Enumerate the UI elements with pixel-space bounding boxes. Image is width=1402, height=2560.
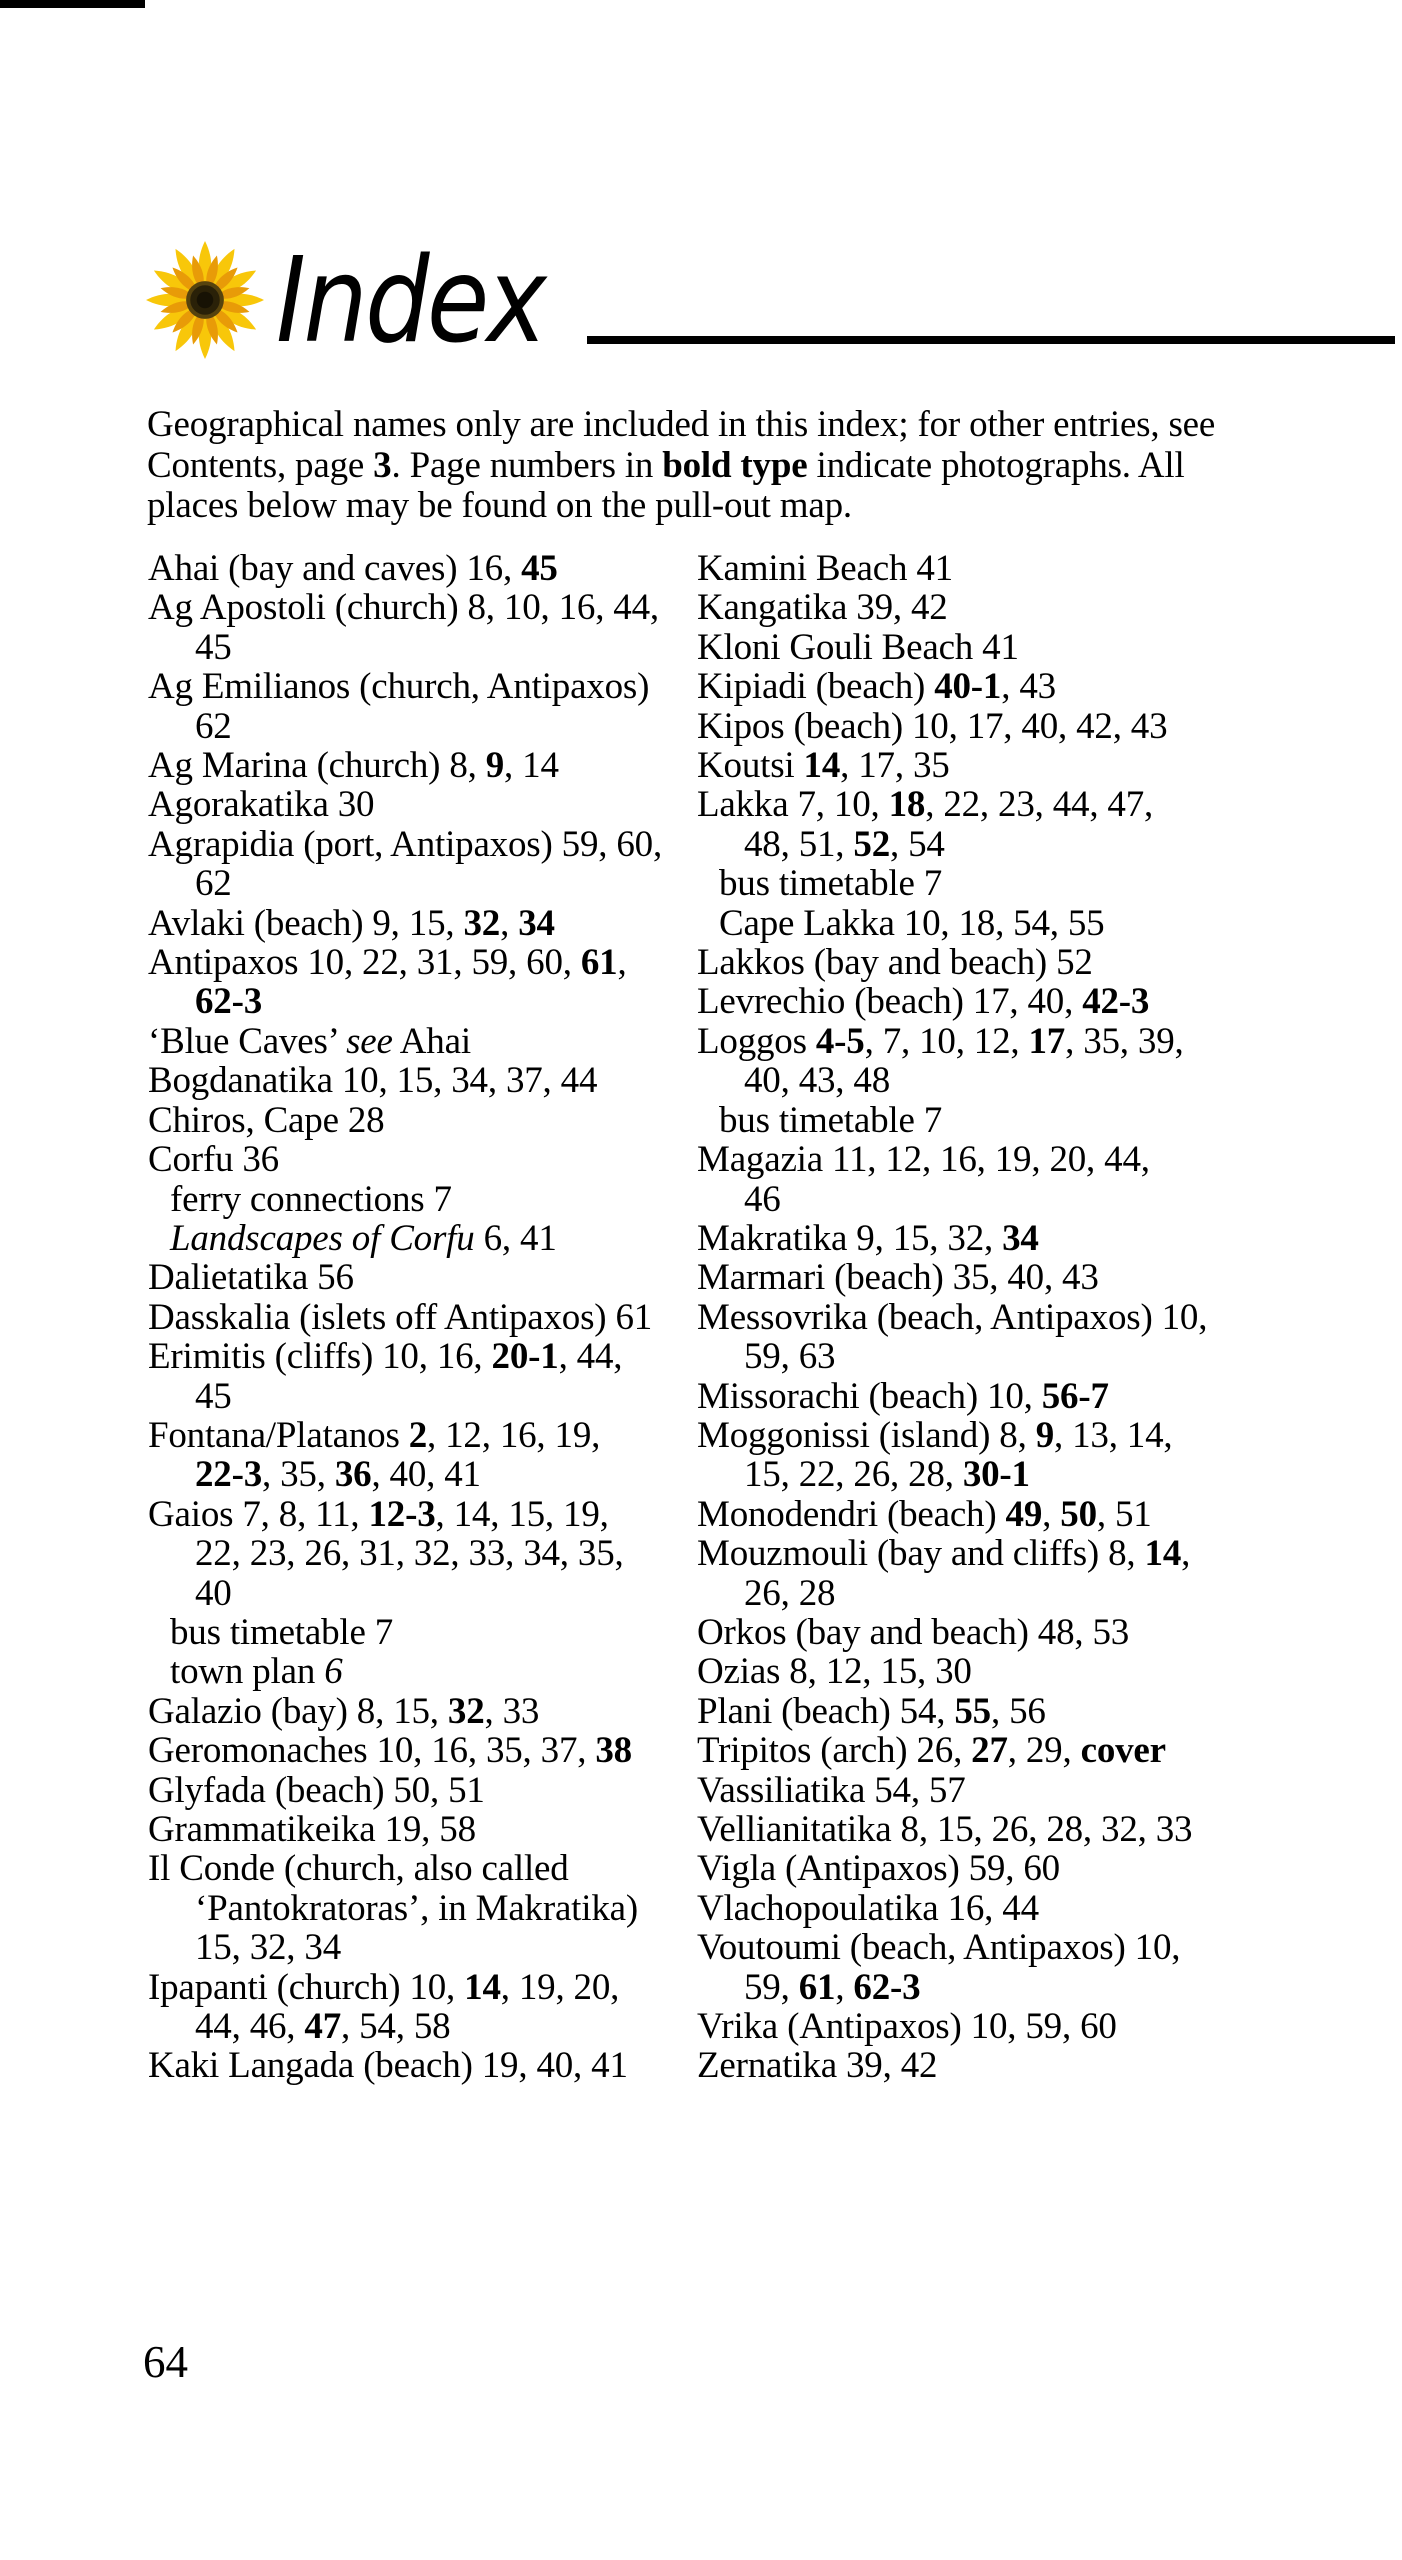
index-entry-line: Ozias 8, 12, 15, 30 [697,1651,972,1693]
index-entry-line: Levrechio (beach) 17, 40, 42-3 [697,981,1150,1023]
index-entry-line: Lakka 7, 10, 18, 22, 23, 44, 47, [697,784,1154,826]
index-entry-line: Erimitis (cliffs) 10, 16, 20-1, 44, [148,1336,623,1378]
index-entry-line: Chiros, Cape 28 [148,1099,385,1141]
page-title: Index [276,231,545,369]
index-entry-line: 62 [195,705,232,747]
intro-line: places below may be found on the pull-out map. [147,485,852,526]
header-rule-left [0,0,145,8]
index-entry-line: Cape Lakka 10, 18, 54, 55 [719,902,1105,944]
index-entry-line: Avlaki (beach) 9, 15, 32, 34 [148,902,555,944]
index-entry-line: Corfu 36 [148,1139,279,1181]
index-right-column [697,549,1337,2086]
index-entry-line: Monodendri (beach) 49, 50, 51 [697,1493,1152,1535]
index-entry-line: Moggonissi (island) 8, 9, 13, 14, [697,1414,1173,1456]
index-entry-line: 59, 61, 62-3 [744,1966,921,2008]
index-entry-line: 15, 22, 26, 28, 30-1 [744,1454,1030,1496]
index-entry-line: Dalietatika 56 [148,1257,354,1299]
sunflower-center-core [197,292,214,309]
intro-line: Geographical names only are included in this index; for other entries, see [147,404,1216,445]
index-entry-line: Kaki Langada (beach) 19, 40, 41 [148,2045,628,2087]
index-entry-line: Orkos (bay and beach) 48, 53 [697,1611,1130,1653]
index-entry-line: Bogdanatika 10, 15, 34, 37, 44 [148,1060,598,1102]
index-entry-line: Tripitos (arch) 26, 27, 29, cover [697,1730,1166,1772]
index-entry-line: Agorakatika 30 [148,784,375,826]
index-entry-line: Dasskalia (islets off Antipaxos) 61 [148,1296,653,1338]
index-entry-line: Ag Emilianos (church, Antipaxos) [148,666,650,708]
index-entry-line: Ahai (bay and caves) 16, 45 [148,548,558,589]
index-entry-line: 45 [195,1375,232,1417]
index-entry-line: 44, 46, 47, 54, 58 [195,2006,451,2048]
index-entry-line: Magazia 11, 12, 16, 19, 20, 44, [697,1139,1150,1181]
index-entry-line: bus timetable 7 [170,1611,394,1653]
index-entry-line: Messovrika (beach, Antipaxos) 10, [697,1296,1208,1338]
index-entry-line: 22-3, 35, 36, 40, 41 [195,1454,481,1496]
intro-line: Contents, page 3. Page numbers in bold type indicate photographs. All [147,444,1185,486]
index-entry-line: 40, 43, 48 [744,1060,891,1102]
index-entry-line: Il Conde (church, also called [148,1848,569,1890]
index-entry-line: Loggos 4-5, 7, 10, 12, 17, 35, 39, [697,1020,1184,1062]
index-entry-line: 45 [195,626,232,668]
index-entry-line: Makratika 9, 15, 32, 34 [697,1217,1039,1259]
index-entry-line: 46 [744,1178,781,1220]
index-entry-line: Vassiliatika 54, 57 [697,1769,966,1811]
index-entry-line: ‘Pantokratoras’, in Makratika) [195,1887,638,1929]
index-entry-line: ‘Blue Caves’ see Ahai [148,1020,471,1062]
index-entry-line: Kamini Beach 41 [697,548,953,589]
index-entry-line: Landscapes of Corfu 6, 41 [170,1217,557,1259]
index-entry-line: 15, 32, 34 [195,1927,342,1969]
index-entry-line: Grammatikeika 19, 58 [148,1809,476,1850]
index-entry-line: Antipaxos 10, 22, 31, 59, 60, 61, [148,942,627,984]
index-entry-line: Lakkos (bay and beach) 52 [697,942,1093,984]
page-number: 64 [143,2337,188,2387]
index-entry-line: Kloni Gouli Beach 41 [697,626,1019,668]
index-entry-line: 40 [195,1572,232,1614]
index-entry-line: bus timetable 7 [719,863,943,905]
index-entry-line: Agrapidia (port, Antipaxos) 59, 60, [148,823,662,865]
index-entry-line: Vellianitatika 8, 15, 26, 28, 32, 33 [697,1809,1193,1850]
index-entry-line: Ag Marina (church) 8, 9, 14 [148,745,559,787]
index-entry-line: Kipos (beach) 10, 17, 40, 42, 43 [697,705,1168,747]
index-left-column [148,549,704,2086]
index-entry-line: 22, 23, 26, 31, 32, 33, 34, 35, [195,1533,624,1575]
index-entry-line: Kipiadi (beach) 40-1, 43 [697,666,1056,708]
index-entry-line: 59, 63 [744,1336,836,1378]
index-entry-line: Kangatika 39, 42 [697,587,948,629]
index-entry-line: 62-3 [195,981,263,1023]
index-entry-line: Zernatika 39, 42 [697,2045,938,2087]
index-entry-line: Plani (beach) 54, 55, 56 [697,1690,1046,1732]
index-entry-line: Galazio (bay) 8, 15, 32, 33 [148,1690,540,1732]
index-entry-line: Marmari (beach) 35, 40, 43 [697,1257,1099,1299]
sunflower-icon [146,236,264,364]
header-rule-right [587,336,1395,344]
index-entry-line: 26, 28 [744,1572,836,1614]
index-entry-line: town plan 6 [170,1651,343,1693]
index-entry-line: Ag Apostoli (church) 8, 10, 16, 44, [148,587,659,629]
index-entry-line: 62 [195,863,232,905]
index-entry-line: Ipapanti (church) 10, 14, 19, 20, [148,1966,620,2008]
intro-paragraph [147,405,1215,527]
index-entry-line: Gaios 7, 8, 11, 12-3, 14, 15, 19, [148,1493,609,1535]
index-entry-line: Geromonaches 10, 16, 35, 37, 38 [148,1730,632,1772]
index-entry-line: Vlachopoulatika 16, 44 [697,1887,1039,1929]
index-entry-line: Glyfada (beach) 50, 51 [148,1769,485,1811]
index-entry-line: Voutoumi (beach, Antipaxos) 10, [697,1927,1181,1969]
index-entry-line: Koutsi 14, 17, 35 [697,745,950,787]
index-entry-line: ferry connections 7 [170,1178,452,1220]
index-entry-line: Vrika (Antipaxos) 10, 59, 60 [697,2006,1117,2048]
index-entry-line: 48, 51, 52, 54 [744,823,945,865]
index-entry-line: bus timetable 7 [719,1099,943,1141]
index-entry-line: Fontana/Platanos 2, 12, 16, 19, [148,1414,601,1456]
index-entry-line: Mouzmouli (bay and cliffs) 8, 14, [697,1533,1191,1575]
index-entry-line: Vigla (Antipaxos) 59, 60 [697,1848,1060,1890]
index-entry-line: Missorachi (beach) 10, 56-7 [697,1375,1109,1417]
